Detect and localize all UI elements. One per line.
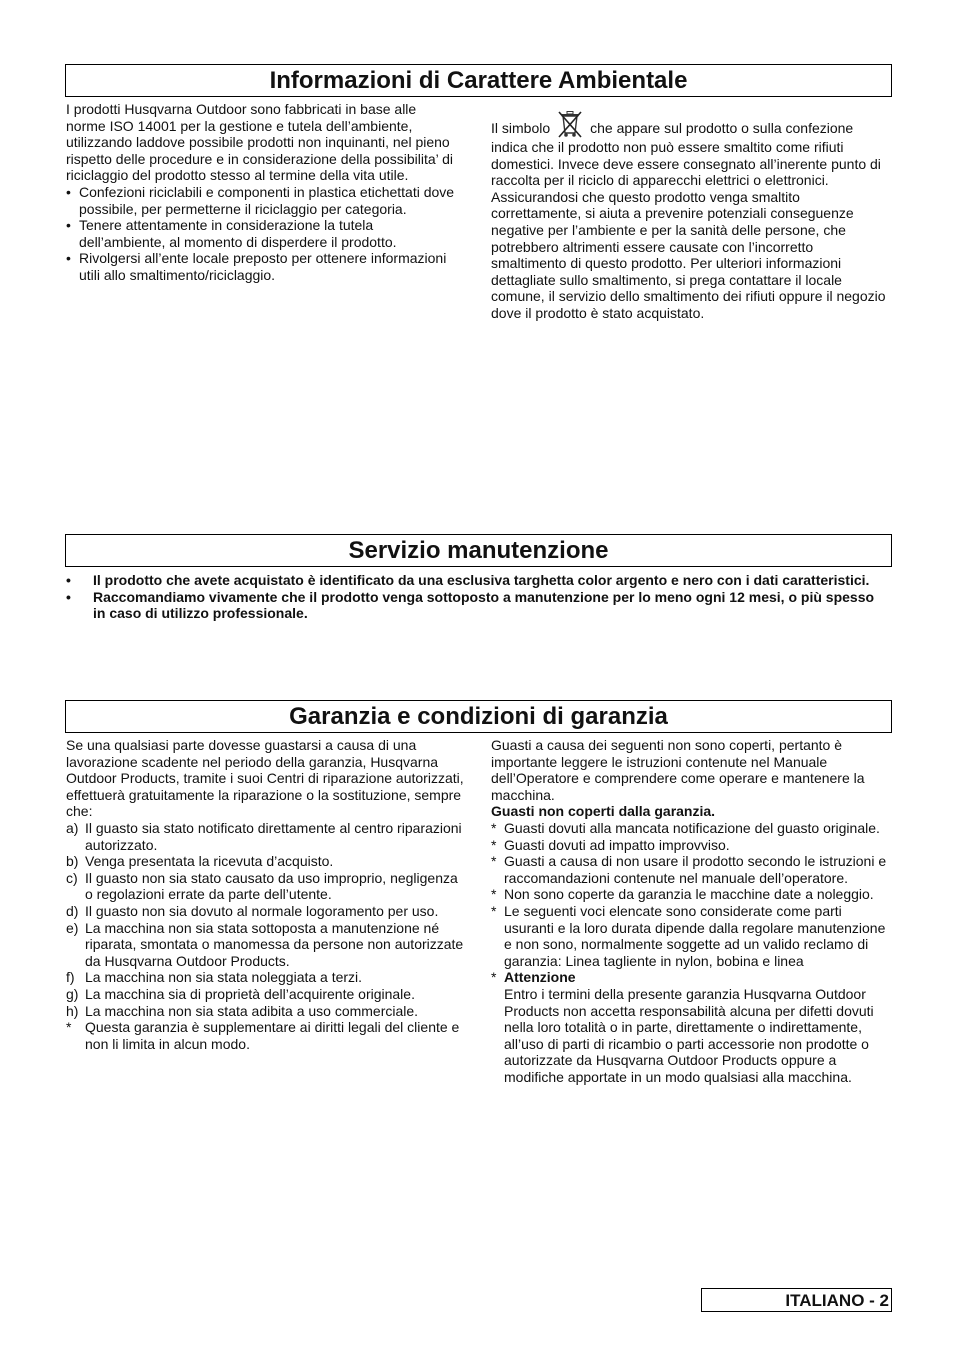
warranty-left-column: [66, 737, 466, 1052]
section-title-environment: Informazioni di Carattere Ambientale: [65, 64, 892, 97]
env-right-column: [491, 109, 891, 322]
section-title-service: Servizio manutenzione: [65, 534, 892, 567]
list-item: * Guasti dovuti alla mancata notificazione del guasto originale.: [491, 819, 880, 836]
list-item: g) La macchina sia di proprietà dell’acquirente originale.: [66, 985, 415, 1002]
list-item: b) Venga presentata la ricevuta d’acquisto.: [66, 853, 334, 870]
list-item: * Le seguenti voci elencate sono considerate come parti usuranti e la loro durata dipende dalla regolare manutenzione e non sono, normalmente soggette ad un valido reclamo di garanzia: Linea tagliente in nylon, bobina e linea: [491, 902, 886, 969]
crossed-out-bin-icon: [556, 109, 584, 139]
warranty-intro: Se una qualsiasi parte dovesse guastarsi a causa di una lavorazione scadente nel periodo della garanzia, Husqvarna Outdoor Products, tramite i suoi Centri di riparazione autorizzati, effettuerà gratuitamente la riparazione o la sostituzione, sempre che:: [66, 737, 464, 820]
list-item: * Questa garanzia è supplementare ai diritti legali del cliente e non li limita in alcun modo.: [66, 1019, 460, 1052]
list-item: * Guasti a causa di non usare il prodotto secondo le istruzioni e raccomandazioni contenute nel manuale dell’operatore.: [491, 853, 887, 886]
attention-item: * Attenzione Entro i termini della presente garanzia Husqvarna Outdoor Products non accetta responsabilità alcuna per difetti dovuti nella loro totalità o in parte, direttamente o indirettamente, all’uso di parti di ricambio o parti accessorie non prodotte o autorizzate da Husqvarna Outdoor Products oppure a modifiche apportate in un modo qualsiasi alla macchina.: [491, 969, 874, 1085]
list-item: f) La macchina non sia stata noleggiata a terzi.: [66, 969, 363, 986]
service-list: [66, 572, 881, 622]
list-item: h) La macchina non sia stata adibita a uso commerciale.: [66, 1002, 419, 1019]
list-item: a) Il guasto sia stato notificato direttamente al centro riparazioni autorizzato.: [66, 819, 462, 853]
section-title-warranty: Garanzia e condizioni di garanzia: [65, 700, 892, 733]
list-item: * Non sono coperte da garanzia le macchine date a noleggio.: [491, 886, 874, 903]
list-item: c) Il guasto non sia stato causato da uso improprio, negligenza o regolazioni errate da parte dell’utente.: [66, 869, 458, 903]
env-intro: I prodotti Husqvarna Outdoor sono fabbricati in base alle norme ISO 14001 per la gestione e tutela dell’ambiente, utilizzando laddove possibile prodotti non inquinanti, nel pieno rispetto delle procedure e in considerazione della possibilita’ di riciclaggio del prodotto stesso al termine della vita utile.: [66, 101, 454, 184]
warranty-right-column: [491, 737, 891, 1085]
list-item: d) Il guasto non sia dovuto al normale logoramento per uso.: [66, 902, 439, 919]
list-item: * Guasti dovuti ad impatto improvviso.: [491, 836, 730, 853]
weee-paragraph: Il simbolo che appare sul prodotto o sulla confezione indica che il prodotto non può essere smaltito come rifiuti domestici. Invece deve essere consegnato all’inerente punto di raccolta per il riciclo di apparecchi elettrici o elettronici. Assicurandosi che questo prodotto venga smaltito correttamente, si aiuta a prevenire potenziali conseguenze negative per l’ambiente e per la sanità delle persone, che potrebbero altrimenti essere causate con l’incorretto smaltimento di questo prodotto. Per ulteriori informazioni dettagliate sullo smaltimento, si prega contattare il locale comune, il servizio dello smaltimento dei rifiuti oppure il negozio dove il prodotto è stato acquistato.: [491, 109, 891, 322]
list-item: e) La macchina non sia stata sottoposta a manutenzione né riparata, smontata o manomessa da persone non autorizzate da Husqvarna Outdoor Products.: [66, 919, 464, 969]
warranty-right-intro: Guasti a causa dei seguenti non sono coperti, pertanto è importante leggere le istruzioni contenute nel Manuale dell’Operatore e comprendere come operare e mantenere la macchina.: [491, 737, 865, 803]
list-item: • Raccomandiamo vivamente che il prodotto venga sottoposto a manutenzione per lo meno ogni 12 mesi, o più spesso in caso di utilizzo professionale.: [66, 588, 875, 622]
list-item: • Rivolgersi all’ente locale preposto per ottenere informazioni utili allo smaltimento/riciclaggio.: [66, 250, 447, 283]
footer-label: ITALIANO - 2: [785, 1291, 889, 1310]
list-item: • Il prodotto che avete acquistato è identificato da una esclusiva targhetta color argento e nero con i dati caratteristici.: [66, 572, 870, 588]
attention-heading: Attenzione: [504, 969, 576, 986]
page-footer: [701, 1288, 892, 1312]
not-covered-heading: Guasti non coperti dalla garanzia.: [491, 803, 716, 820]
env-left-column: [66, 101, 456, 284]
list-item: • Confezioni riciclabili e componenti in plastica etichettati dove possibile, per permetterne il riciclaggio per categoria.: [66, 183, 455, 217]
attention-text: Entro i termini della presente garanzia Husqvarna Outdoor Products non accetta responsabilità alcuna per difetti dovuti nella loro totalità o in parte, direttamente o indirettamente, all’uso di parti di ricambio o parti accessorie non prodotte o autorizzate da Husqvarna Outdoor Products oppure a modifiche apportate in un modo qualsiasi alla macchina.: [504, 985, 874, 1085]
list-item: • Tenere attentamente in considerazione la tutela dell’ambiente, al momento di disperdere il prodotto.: [66, 217, 397, 250]
